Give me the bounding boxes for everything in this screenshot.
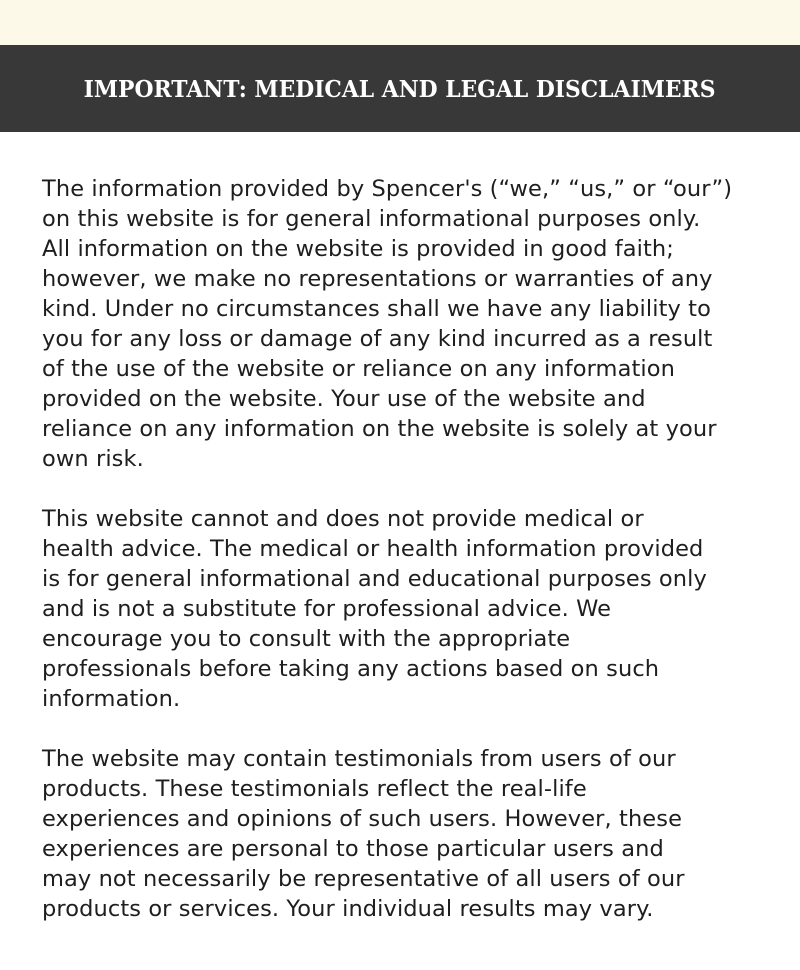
disclaimer-body	[42, 174, 772, 954]
page-title: IMPORTANT: MEDICAL AND LEGAL DISCLAIMERS	[84, 76, 716, 103]
text-line: encourage you to consult with the appropriate	[42, 626, 571, 652]
text-line: is for general informational and educational purposes only	[42, 566, 707, 592]
text-line: own risk.	[42, 446, 144, 472]
text-line: of the use of the website or reliance on any information	[42, 356, 675, 382]
top-band	[0, 0, 800, 45]
disclaimer-header	[0, 45, 800, 132]
text-line: experiences and opinions of such users. However, these	[42, 806, 683, 832]
text-line: and is not a substitute for professional advice. We	[42, 596, 612, 622]
text-line: The website may contain testimonials from users of our	[42, 746, 676, 772]
text-line: kind. Under no circumstances shall we have any liability to	[42, 296, 711, 322]
text-line: products. These testimonials reflect the real-life	[42, 776, 587, 802]
text-line: This website cannot and does not provide medical or	[42, 506, 644, 532]
text-line: All information on the website is provided in good faith;	[42, 236, 674, 262]
text-line: on this website is for general informational purposes only.	[42, 206, 701, 232]
text-line: provided on the website. Your use of the website and	[42, 386, 646, 412]
text-line: you for any loss or damage of any kind incurred as a result	[42, 326, 713, 352]
disclaimer-paragraph-general	[42, 174, 772, 474]
text-line: information.	[42, 686, 181, 712]
text-line: health advice. The medical or health information provided	[42, 536, 704, 562]
disclaimer-paragraph-medical	[42, 504, 772, 714]
disclaimer-paragraph-testimonials	[42, 744, 772, 924]
text-line: may not necessarily be representative of all users of our	[42, 866, 685, 892]
text-line: professionals before taking any actions based on such	[42, 656, 660, 682]
text-line: The information provided by Spencer's (“we,” “us,” or “our”)	[42, 176, 733, 202]
text-line: products or services. Your individual results may vary.	[42, 896, 654, 922]
text-line: reliance on any information on the website is solely at your	[42, 416, 717, 442]
text-line: experiences are personal to those particular users and	[42, 836, 664, 862]
text-line: however, we make no representations or warranties of any	[42, 266, 713, 292]
